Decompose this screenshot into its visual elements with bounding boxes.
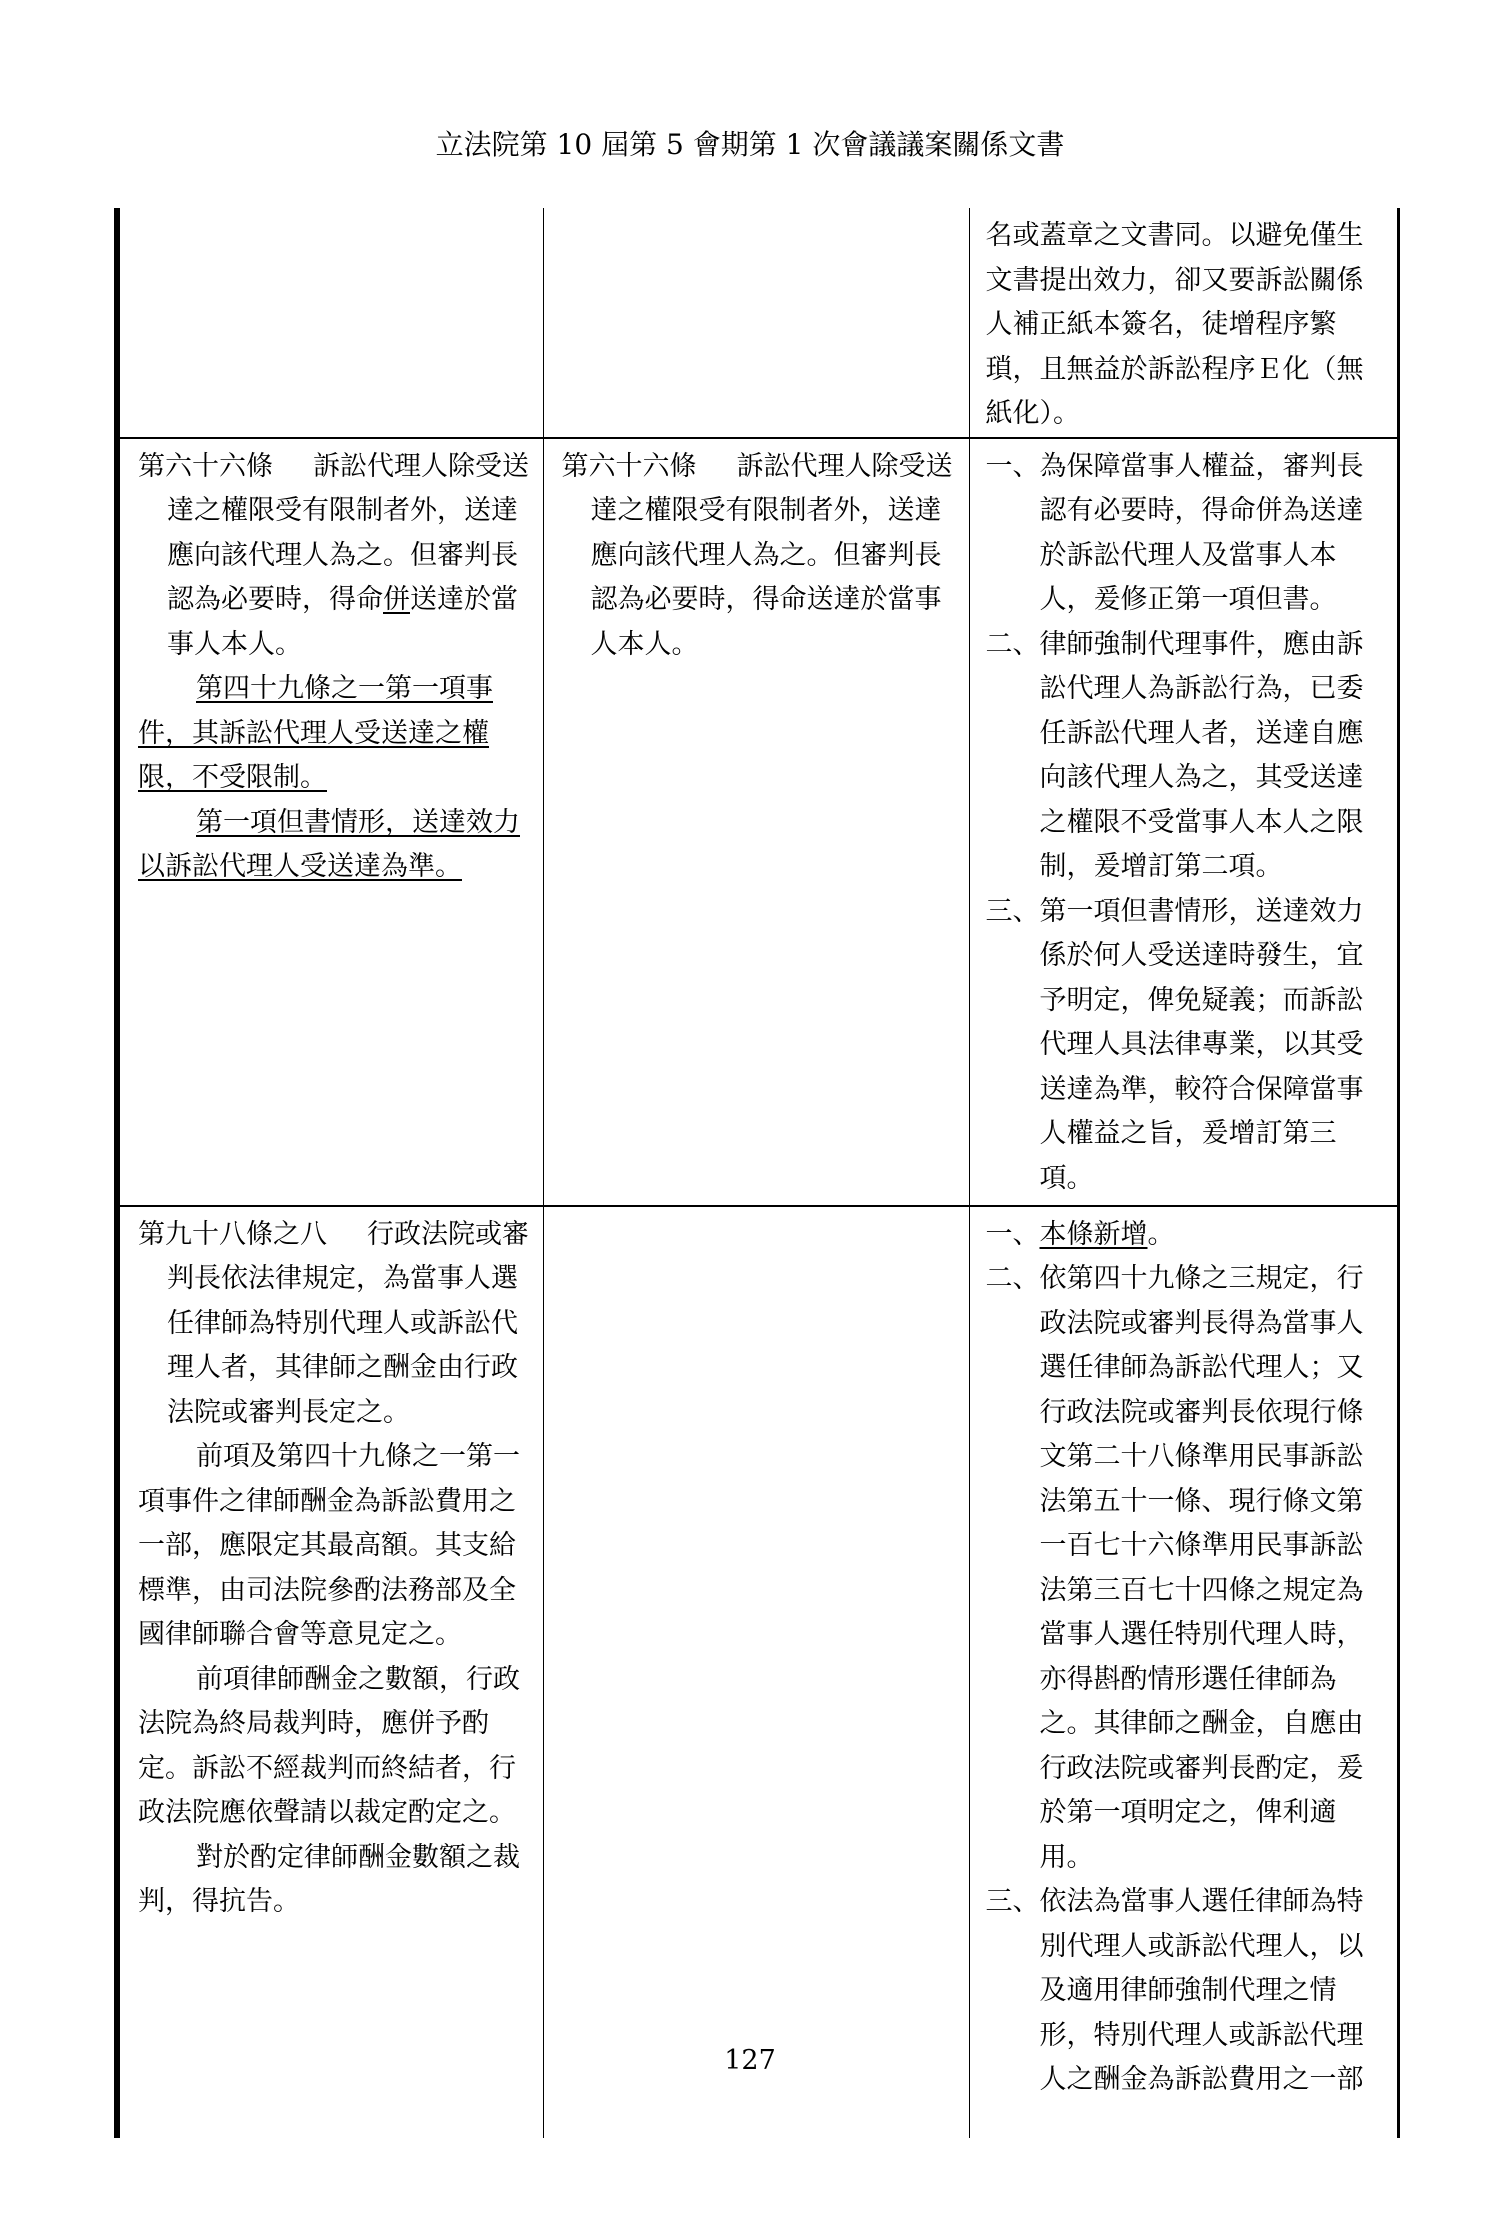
amended-provision-cell [117, 438, 543, 1206]
text-run: 三、第一項但書情形，送達效力係於何人受送達時發生，宜予明定，俾免疑義；而訴訟代理人具法律專業，以其受送達為準，較符合保障當事人權益之旨，爰增訂第三項。 [985, 895, 1364, 1194]
cell-paragraph [986, 214, 1385, 437]
comparison-table [114, 208, 1400, 2138]
cell-paragraph [986, 1257, 1385, 1880]
cell-paragraph [138, 1658, 531, 1836]
explanation-cell [969, 438, 1398, 1206]
cell-paragraph [986, 623, 1385, 890]
amended-provision-cell [117, 208, 543, 438]
current-provision-cell [543, 208, 969, 438]
cell-paragraph [986, 890, 1385, 1202]
cell-paragraph [138, 445, 531, 668]
amended-text: 併 [383, 584, 410, 615]
text-run: 一、為保障當事人權益，審判長認有必要時，得命併為送達於訴訟代理人及當事人本人，爰修正第一項但書。 [985, 450, 1364, 615]
table-row [117, 438, 1398, 1206]
cell-paragraph [138, 1213, 531, 1436]
text-run: 二、依第四十九條之三規定，行政法院或審判長得為當事人選任律師為訴訟代理人；又行政法院或審判長依現行條文第二十八條準用民事訴訟法第五十一條、現行條文第一百七十六條準用民事訴訟法第三百七十四條之規定為當事人選任特別代理人時，亦得斟酌情形選任律師為之。其律師之酬金，自應由行政法院或審判長酌定，爰於第一項明定之，俾利適用。 [985, 1263, 1364, 1873]
text-run: 訴訟代理人除受送達之權限受有限制者外，送達應向該代理人為之。但審判長認為必要時，得命 [167, 450, 529, 615]
cell-paragraph [138, 1836, 531, 1925]
text-run: 送達於當事人本人。 [167, 584, 518, 660]
cell-paragraph [138, 1435, 531, 1658]
cell-paragraph [562, 445, 957, 668]
text-run: 三、依法為當事人選任律師為特別代理人或訴訟代理人，以及適用律師強制代理之情形，特別代理人或訴訟代理人之酬金為訴訟費用之一部 [985, 1886, 1364, 2095]
current-provision-cell [543, 1206, 969, 2138]
cell-paragraph [138, 801, 531, 890]
text-run: 前項及第四十九條之一第一項事件之律師酬金為訴訟費用之一部，應限定其最高額。其支給標準，由司法院參酌法務部及全國律師聯合會等意見定之。 [138, 1441, 520, 1650]
cell-paragraph [986, 445, 1385, 623]
text-run: 一、 [985, 1218, 1040, 1250]
article-number: 第六十六條 [138, 450, 273, 482]
text-run: 前項律師酬金之數額，行政法院為終局裁判時，應併予酌定。訴訟不經裁判而終結者，行政法院應依聲請以裁定酌定之。 [138, 1663, 520, 1828]
cell-paragraph [986, 1213, 1385, 1258]
text-run: 二、律師強制代理事件，應由訴訟代理人為訴訟行為，已委任訴訟代理人者，送達自應向該代理人為之，其受送達之權限不受當事人本人之限制，爰增訂第二項。 [985, 628, 1364, 882]
amended-text: 第一項但書情形，送達效力以訴訟代理人受送達為準。 [138, 806, 520, 882]
amended-text: 第四十九條之一第一項事件，其訴訟代理人受送達之權限，不受限制。 [138, 673, 493, 793]
document-header: 立法院第 10 屆第 5 會期第 1 次會議議案關係文書 [435, 128, 1065, 161]
amended-provision-cell [117, 1206, 543, 2138]
article-number: 第六十六條 [561, 450, 697, 482]
current-provision-cell [543, 438, 969, 1206]
text-run: 訴訟代理人除受送達之權限受有限制者外，送達應向該代理人為之。但審判長認為必要時，得命送達於當事人本人。 [590, 450, 953, 660]
explanation-cell [969, 208, 1398, 438]
text-run: 。 [1147, 1218, 1175, 1250]
amended-text: 本條新增 [1039, 1218, 1148, 1250]
text-run: 行政法院或審判長依法律規定，為當事人選任律師為特別代理人或訴訟代理人者，其律師之酬金由行政法院或審判長定之。 [167, 1218, 529, 1428]
cell-paragraph [138, 667, 531, 801]
text-run: 名或蓋章之文書同。以避免僅生文書提出效力，卻又要訴訟關係人補正紙本簽名，徒增程序繁瑣，且無益於訴訟程序Ｅ化（無紙化）。 [985, 220, 1364, 429]
text-run: 對於酌定律師酬金數額之裁判，得抗告。 [138, 1841, 520, 1917]
table-row [117, 208, 1398, 438]
article-number: 第九十八條之八 [138, 1218, 327, 1250]
page-number: 127 [724, 2045, 776, 2076]
table-row [117, 1206, 1398, 2138]
explanation-cell [969, 1206, 1398, 2138]
